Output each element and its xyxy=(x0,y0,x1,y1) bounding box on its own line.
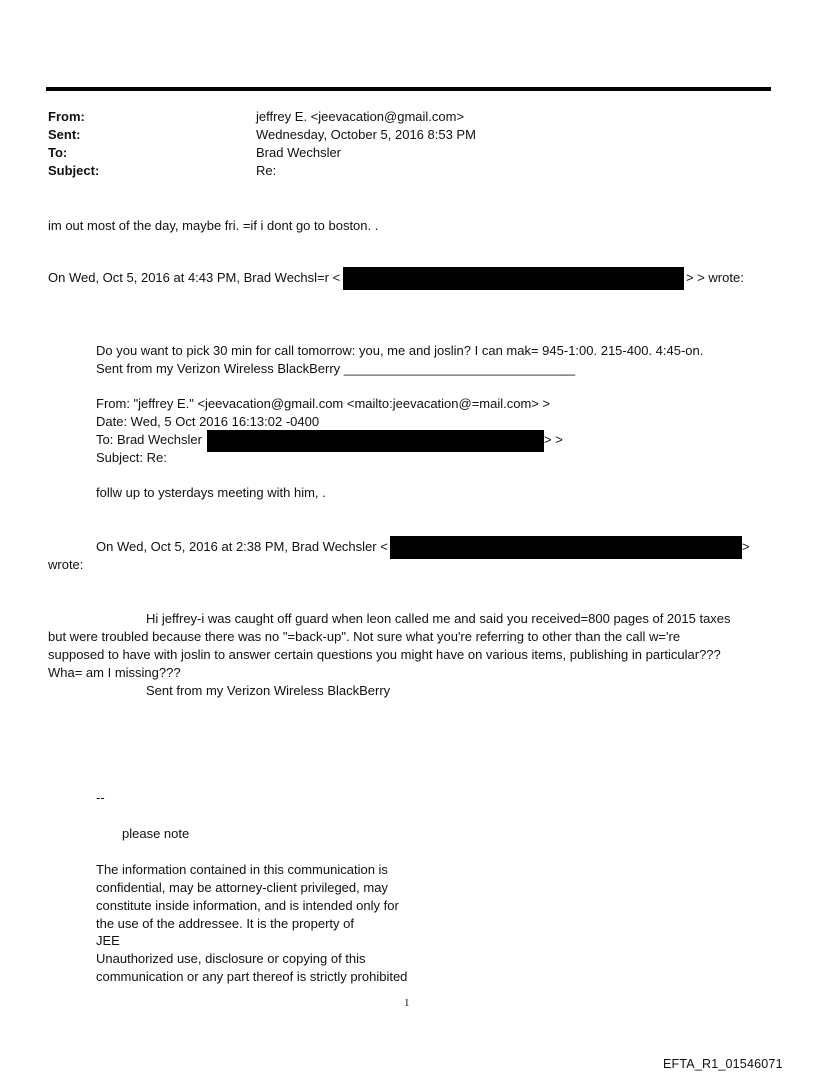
fwd-from: From: "jeffrey E." <jeevacation@gmail.com <mailto:jeevacation@=mail.com> > xyxy=(96,396,551,411)
quote2-line4: Wha= am I missing??? xyxy=(48,665,181,680)
bates-number: EFTA_R1_01546071 xyxy=(663,1057,783,1071)
subject-value: Re: xyxy=(256,163,277,178)
disclaimer-line: The information contained in this communication is xyxy=(96,862,388,877)
redaction-box xyxy=(390,536,742,559)
disclaimer-line: JEE xyxy=(96,933,120,948)
from-value: jeffrey E. <jeevacation@gmail.com> xyxy=(256,109,465,124)
quote2-line2: but were troubled because there was no "=back-up". Not sure what you're referring to other than the call w='re xyxy=(48,629,681,644)
disclaimer-line: the use of the addressee. It is the property of xyxy=(96,916,354,931)
signature-separator: -- xyxy=(96,790,105,805)
reply-text: im out most of the day, maybe fri. =if i dont go to boston. . xyxy=(48,218,379,233)
disclaimer-line: constitute inside information, and is intended only for xyxy=(96,898,399,913)
quote1-line2: Sent from my Verizon Wireless BlackBerry ________________________________ xyxy=(96,361,576,376)
subject-label: Subject: xyxy=(48,163,100,178)
quote2-line1: Hi jeffrey-i was caught off guard when leon called me and said you received=800 pages of 2015 taxes xyxy=(146,611,731,626)
sent-label: Sent: xyxy=(48,127,81,142)
quote2-intro: On Wed, Oct 5, 2016 at 2:38 PM, Brad Wechsler < xyxy=(96,539,388,554)
page-number: 1 xyxy=(404,997,410,1009)
quote1-line1: Do you want to pick 30 min for call tomorrow: you, me and joslin? I can mak= 945-1:00. 215-400. 4:45-on. xyxy=(96,343,704,358)
from-label: From: xyxy=(48,109,85,124)
sent-value: Wednesday, October 5, 2016 8:53 PM xyxy=(256,127,476,142)
quote2-line3: supposed to have with joslin to answer certain questions you might have on various items, publishing in particular??? xyxy=(48,647,721,662)
fwd-to: To: Brad Wechsler xyxy=(96,432,202,447)
fwd-subject: Subject: Re: xyxy=(96,450,167,465)
to-value: Brad Wechsler xyxy=(256,145,342,160)
redaction-box xyxy=(207,430,544,452)
header-rule xyxy=(46,87,771,91)
quote2-wrote: wrote: xyxy=(48,557,84,572)
disclaimer-line: Unauthorized use, disclosure or copying of this xyxy=(96,951,366,966)
quote2-signature: Sent from my Verizon Wireless BlackBerry xyxy=(146,683,391,698)
disclaimer-line: communication or any part thereof is strictly prohibited xyxy=(96,969,408,984)
quote1-intro: On Wed, Oct 5, 2016 at 4:43 PM, Brad Wechsl=r < xyxy=(48,270,341,285)
redaction-box xyxy=(343,267,684,290)
to-label: To: xyxy=(48,145,68,160)
quote1-intro-end: > > wrote: xyxy=(686,270,744,285)
fwd-body: follw up to ysterdays meeting with him, . xyxy=(96,485,326,500)
please-note: please note xyxy=(122,826,190,841)
fwd-to-end: > > xyxy=(544,432,563,447)
fwd-date: Date: Wed, 5 Oct 2016 16:13:02 -0400 xyxy=(96,414,320,429)
disclaimer-line: confidential, may be attorney-client privileged, may xyxy=(96,880,388,895)
quote2-intro-end: > xyxy=(742,539,750,554)
